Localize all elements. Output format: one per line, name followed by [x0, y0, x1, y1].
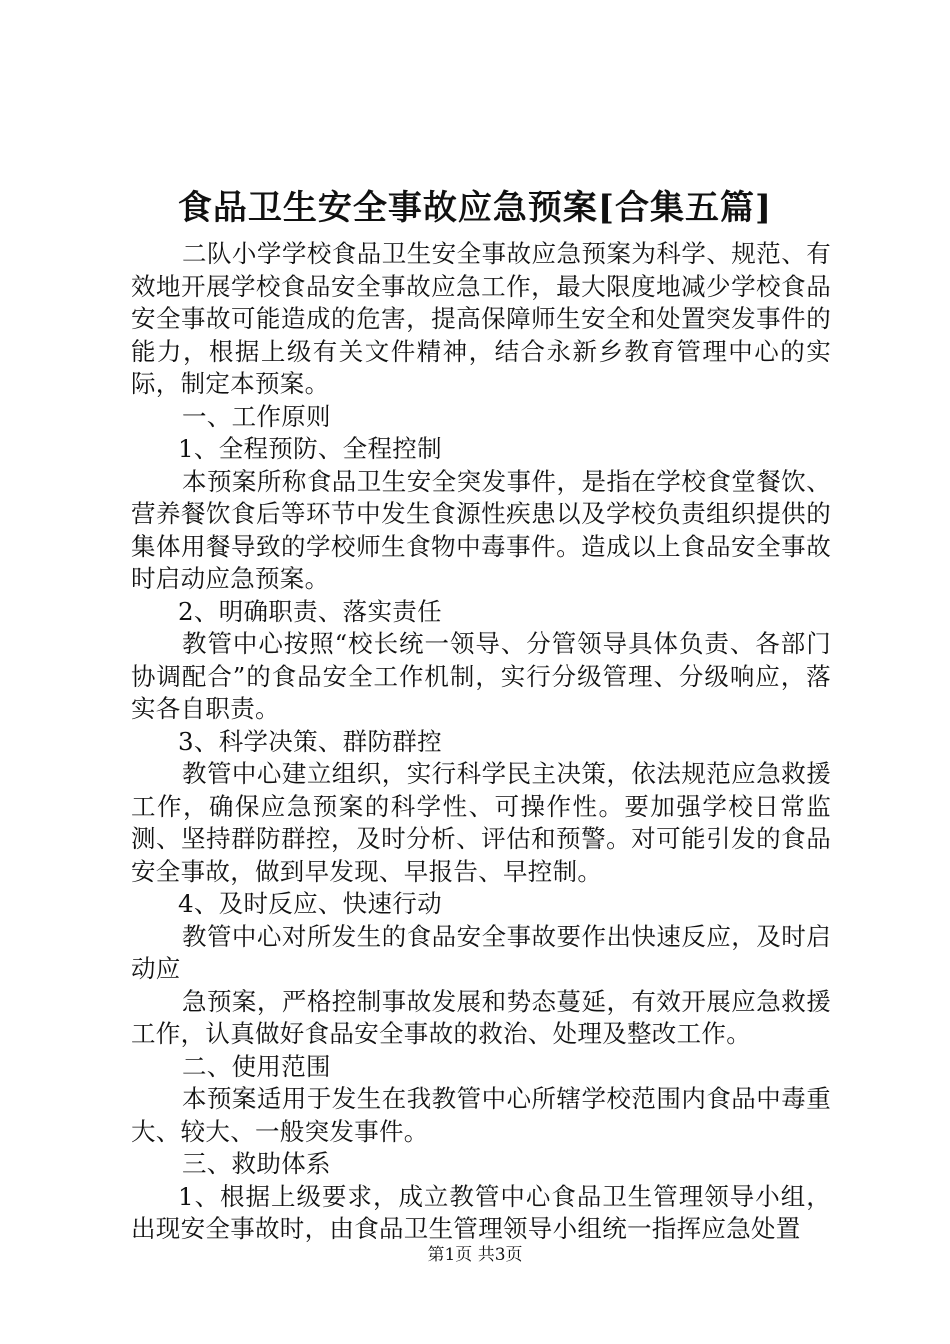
paragraph-1-2: 教管中心按照“校长统一领导、分管领导具体负责、各部门协调配合”的食品安全工作机制，实行分级管理、分级响应，落实各自职责。	[131, 629, 831, 723]
document-title: 食品卫生安全事故应急预案[合集五篇]	[177, 188, 773, 228]
paragraph-intro: 二队小学学校食品卫生安全事故应急预案为科学、规范、有效地开展学校食品安全事故应急工作，最大限度地减少学校食品安全事故可能造成的危害，提高保障师生安全和处置突发事件的能力，根据上级有关文件精神，结合永新乡教育管理中心的实际，制定本预案。	[131, 239, 831, 398]
paragraph-1-4b: 急预案，严格控制事故发展和势态蔓延，有效开展应急救援工作，认真做好食品安全事故的救治、处理及整改工作。	[131, 986, 831, 1048]
page-footer: 第1页 共3页	[427, 1245, 523, 1265]
paragraph-3-1: 1、根据上级要求，成立教管中心食品卫生管理领导小组，出现安全事故时，由食品卫生管理领导小组统一指挥应急处置	[131, 1181, 831, 1243]
paragraph-1-1: 本预案所称食品卫生安全突发事件，是指在学校食堂餐饮、营养餐饮食后等环节中发生食源性疾患以及学校负责组织提供的集体用餐导致的学校师生食物中毒事件。造成以上食品安全事故时启动应急预案。	[131, 466, 831, 593]
section-heading-1: 一、工作原则	[182, 401, 331, 431]
subheading-1-1: 1、全程预防、全程控制	[178, 434, 442, 463]
document-body	[131, 238, 831, 1246]
subheading-1-4: 4、及时反应、快速行动	[178, 889, 442, 918]
paragraph-2: 本预案适用于发生在我教管中心所辖学校范围内食品中毒重大、较大、一般突发事件。	[131, 1084, 831, 1146]
paragraph-1-4a: 教管中心对所发生的食品安全事故要作出快速反应，及时启动应	[131, 921, 831, 983]
paragraph-1-3: 教管中心建立组织，实行科学民主决策，依法规范应急救援工作，确保应急预案的科学性、可操作性。要加强学校日常监测、坚持群防群控，及时分析、评估和预警。对可能引发的食品安全事故，做到早发现、早报告、早控制。	[131, 759, 831, 886]
section-heading-2: 二、使用范围	[182, 1051, 331, 1081]
subheading-1-3: 3、科学决策、群防群控	[178, 726, 442, 756]
subheading-1-2: 2、明确职责、落实责任	[178, 596, 442, 626]
section-heading-3: 三、救助体系	[182, 1149, 331, 1178]
